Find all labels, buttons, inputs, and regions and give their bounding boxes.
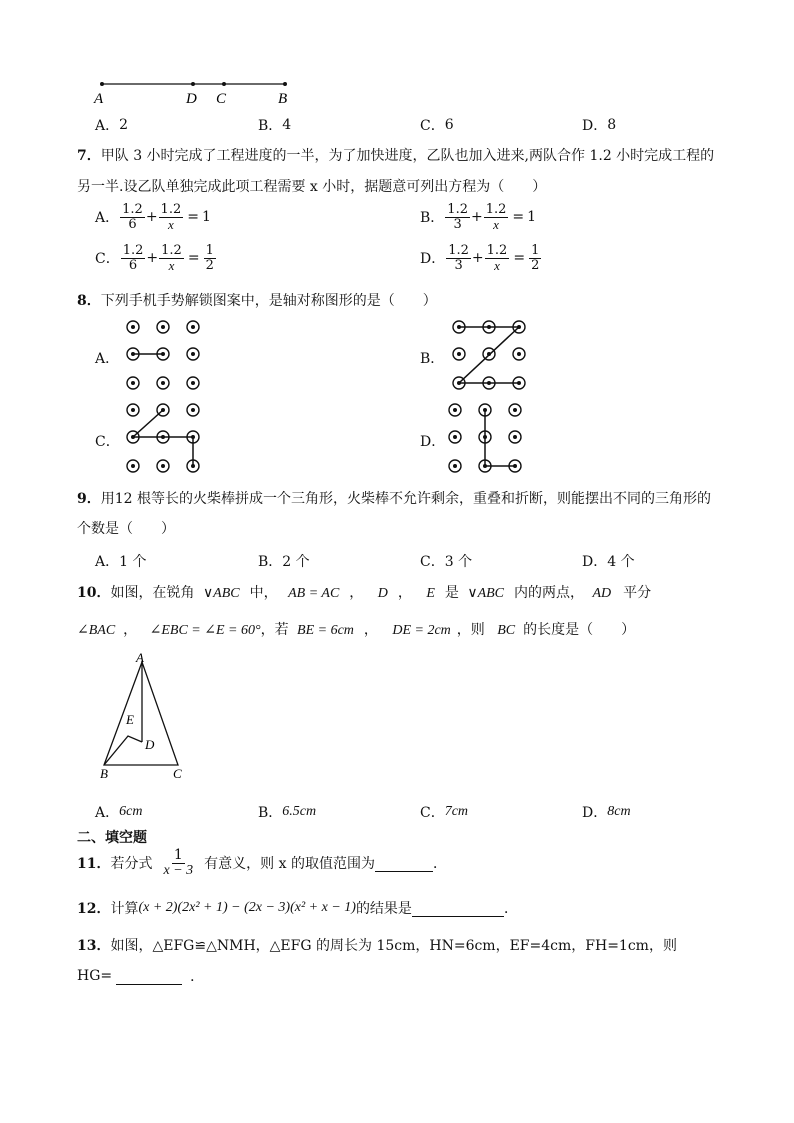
q6-option-a[interactable]: A． 2	[95, 117, 129, 134]
q8-pattern-b	[446, 316, 531, 396]
q10-option-a[interactable]: A． 6cm	[95, 804, 143, 821]
fig-label-a: A	[136, 650, 144, 665]
q7-option-a[interactable]: A． $\frac{1.2}{6}$ + $\frac{1.2}{x}$ = 1	[95, 202, 211, 232]
point-c	[222, 82, 226, 86]
q10-line2: ∠BAC ， ∠EBC = ∠E = 60°，若 BE = 6cm ， DE = 2cm ，则 BC 的长度是（ ）	[77, 622, 636, 638]
q8-option-a[interactable]: A．	[95, 351, 120, 367]
q10-line1: 10．如图，在锐角 ∨ABC 中， AB = AC ， D ， E 是 ∨ABC 内的两点， AD 平分	[77, 585, 652, 601]
point-b	[283, 82, 287, 86]
q8-stem: 8．下列手机手势解锁图案中，是轴对称图形的是（ ）	[77, 293, 437, 309]
q10-triangle-figure	[95, 650, 195, 785]
q6-option-d[interactable]: D． 8	[582, 117, 617, 134]
q9-line1: 9．用12 根等长的火柴棒拼成一个三角形，火柴棒不允许剩余，重叠和折断，则能摆出不同的三角形的	[77, 491, 712, 507]
q13-answer-blank[interactable]	[116, 968, 182, 985]
q9-option-b[interactable]: B． 2 个	[258, 554, 310, 570]
section-title-fill-in: 二、填空题	[77, 830, 147, 846]
q6-option-c[interactable]: C． 6	[420, 117, 454, 134]
q10-option-b[interactable]: B． 6.5cm	[258, 804, 317, 821]
q11-answer-blank[interactable]	[375, 855, 433, 872]
q6-option-b[interactable]: B． 4	[258, 117, 292, 134]
q8-pattern-d	[442, 399, 527, 479]
point-a	[100, 82, 104, 86]
q7-line2: 另一半.设乙队单独完成此项工程需要 x 小时，据题意可列出方程为（ ）	[77, 179, 547, 195]
q9-option-a[interactable]: A． 1 个	[95, 554, 147, 570]
fig-label-d: D	[145, 737, 155, 752]
q10-option-c[interactable]: C． 7cm	[420, 804, 469, 821]
fig-label-e: E	[126, 712, 134, 727]
q11: 11． 若分式 $\frac{1}{x - 3}$ 有意义，则 x 的取值范围为 ．	[77, 847, 447, 878]
q13-line2: HG= ．	[77, 968, 205, 985]
label-c: C	[216, 91, 227, 107]
label-d: D	[186, 91, 197, 107]
q7-option-d[interactable]: D． $\frac{1.2}{3}$ + $\frac{1.2}{x}$ = $\frac{1}{2}$	[420, 243, 540, 273]
q7-option-c[interactable]: C． $\frac{1.2}{6}$ + $\frac{1.2}{x}$ = $\frac{1}{2}$	[95, 243, 214, 273]
q6-segment-diagram	[90, 76, 300, 108]
fig-label-c: C	[173, 766, 182, 781]
q9-option-d[interactable]: D． 4 个	[582, 554, 635, 570]
q8-pattern-a	[120, 316, 205, 396]
q8-option-d[interactable]: D．	[420, 434, 446, 450]
q9-line2: 个数是（ ）	[77, 521, 175, 537]
q8-option-c[interactable]: C．	[95, 434, 120, 450]
q9-option-c[interactable]: C． 3 个	[420, 554, 473, 570]
q8-pattern-c	[120, 399, 205, 479]
q8-option-b[interactable]: B．	[420, 351, 445, 367]
q7-line1: 7．甲队 3 小时完成了工程进度的一半，为了加快进度，乙队也加入进来,两队合作 1.2 小时完成工程的	[77, 148, 715, 164]
q10-option-d[interactable]: D． 8cm	[582, 804, 631, 821]
fig-label-b: B	[100, 766, 108, 781]
q12-answer-blank[interactable]	[412, 900, 504, 917]
label-a: A	[94, 91, 104, 107]
q13-line1: 13．如图，△EFG≌△NMH，△EFG 的周长为 15cm，HN=6cm，EF=4cm，FH=1cm，则	[77, 938, 677, 954]
point-d	[191, 82, 195, 86]
q7-option-b[interactable]: B． $\frac{1.2}{3}$ + $\frac{1.2}{x}$ = 1	[420, 202, 537, 232]
label-b: B	[278, 91, 288, 107]
q12: 12． 计算 (x + 2)(2x² + 1) − (2x − 3)(x² + x − 1) 的结果是 ．	[77, 900, 518, 917]
